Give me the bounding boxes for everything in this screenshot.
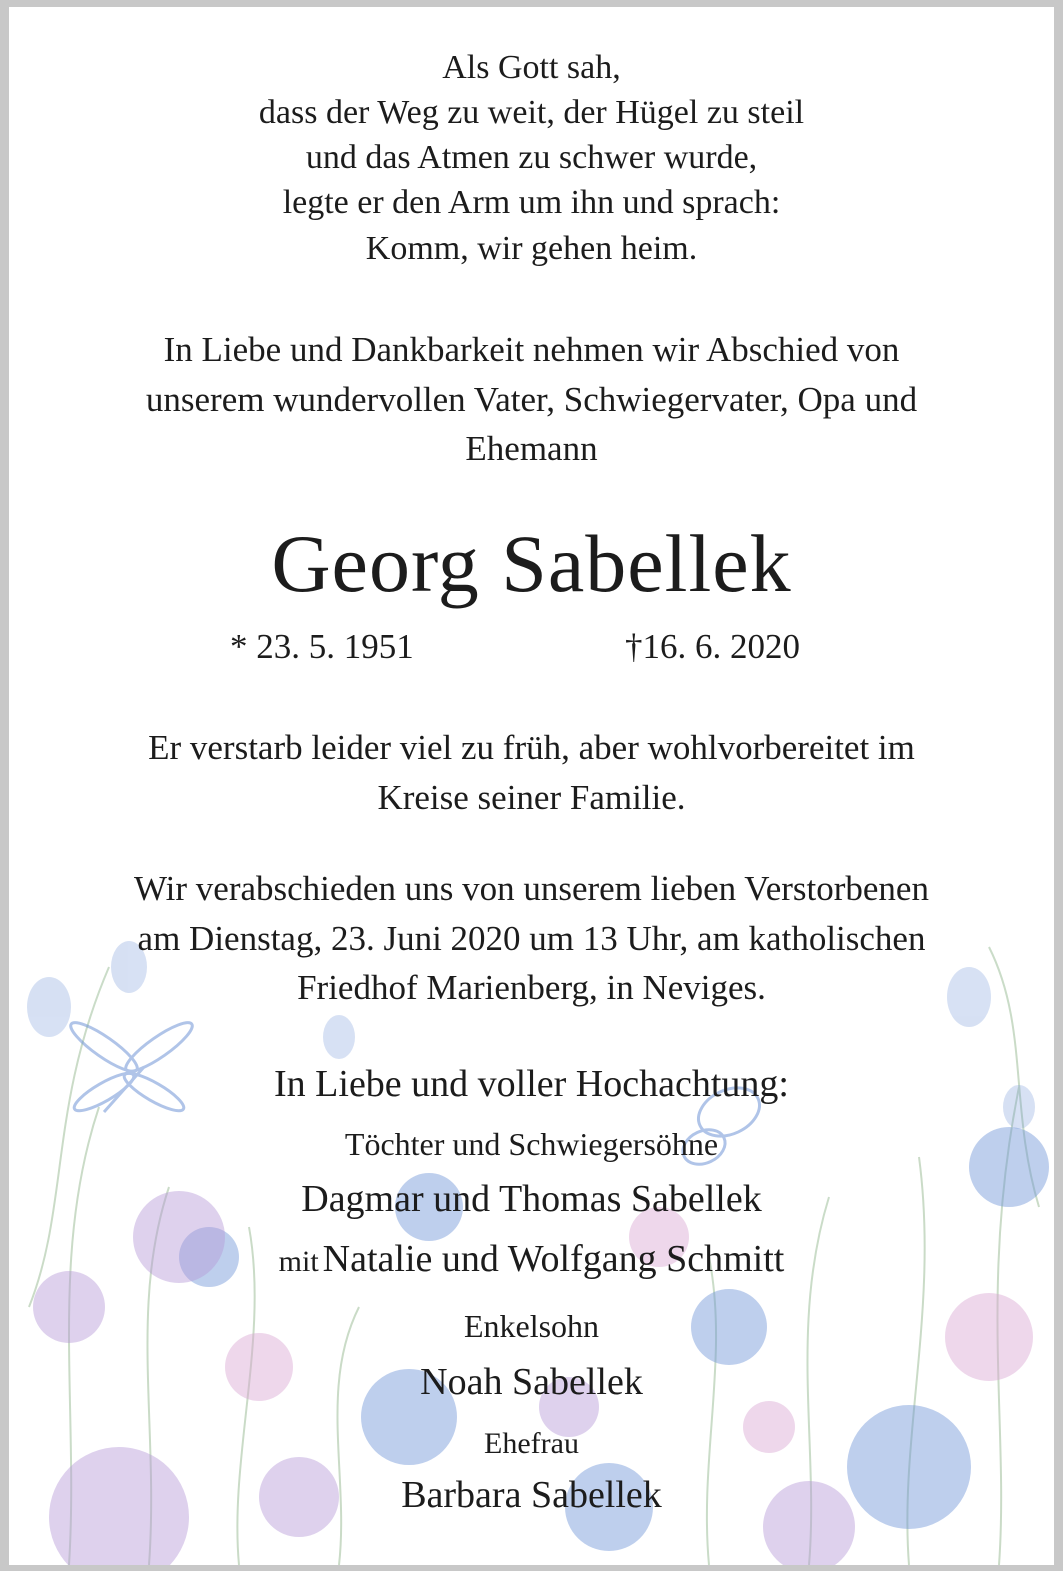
- wife-label: Ehefrau: [484, 1427, 579, 1460]
- verse-line: Als Gott sah,: [442, 49, 621, 86]
- birth-date: * 23. 5. 1951: [230, 627, 414, 666]
- intro-line: unserem wundervollen Vater, Schwiegervater, Opa und: [145, 380, 918, 419]
- deceased-name: Georg Sabellek: [271, 518, 792, 609]
- obituary-card: [9, 7, 1054, 1565]
- daughters-label: Töchter und Schwiegersöhne: [344, 1126, 719, 1162]
- wife-name: Barbara Sabellek: [401, 1474, 662, 1516]
- verse-line: legte er den Arm um ihn und sprach:: [282, 184, 781, 221]
- mourners-heading: In Liebe und voller Hochachtung:: [274, 1063, 789, 1105]
- intro-line: In Liebe und Dankbarkeit nehmen wir Abschied von: [163, 330, 900, 369]
- son-in-law-names: Natalie und Wolfgang Schmitt: [322, 1238, 785, 1280]
- funeral-line: Friedhof Marienberg, in Neviges.: [297, 968, 766, 1007]
- verse-line: dass der Weg zu weit, der Hügel zu steil: [258, 94, 805, 131]
- daughters-names-2: [9, 1240, 1054, 1278]
- with-prefix: mit: [278, 1245, 319, 1278]
- grandson-label: Enkelsohn: [463, 1308, 600, 1344]
- daughters-names: Dagmar und Thomas Sabellek: [301, 1178, 762, 1220]
- death-note-line: Kreise seiner Familie.: [377, 778, 686, 817]
- grandson-name: Noah Sabellek: [420, 1361, 643, 1403]
- death-date: †16. 6. 2020: [625, 627, 800, 666]
- verse-line: und das Atmen zu schwer wurde,: [305, 139, 758, 176]
- verse-line: Komm, wir gehen heim.: [365, 230, 698, 267]
- funeral-line: am Dienstag, 23. Juni 2020 um 13 Uhr, am katholischen: [137, 919, 926, 958]
- death-note-line: Er verstarb leider viel zu früh, aber wohlvorbereitet im: [148, 728, 915, 767]
- funeral-line: Wir verabschieden uns von unserem lieben Verstorbenen: [134, 869, 929, 908]
- intro-line: Ehemann: [465, 429, 598, 468]
